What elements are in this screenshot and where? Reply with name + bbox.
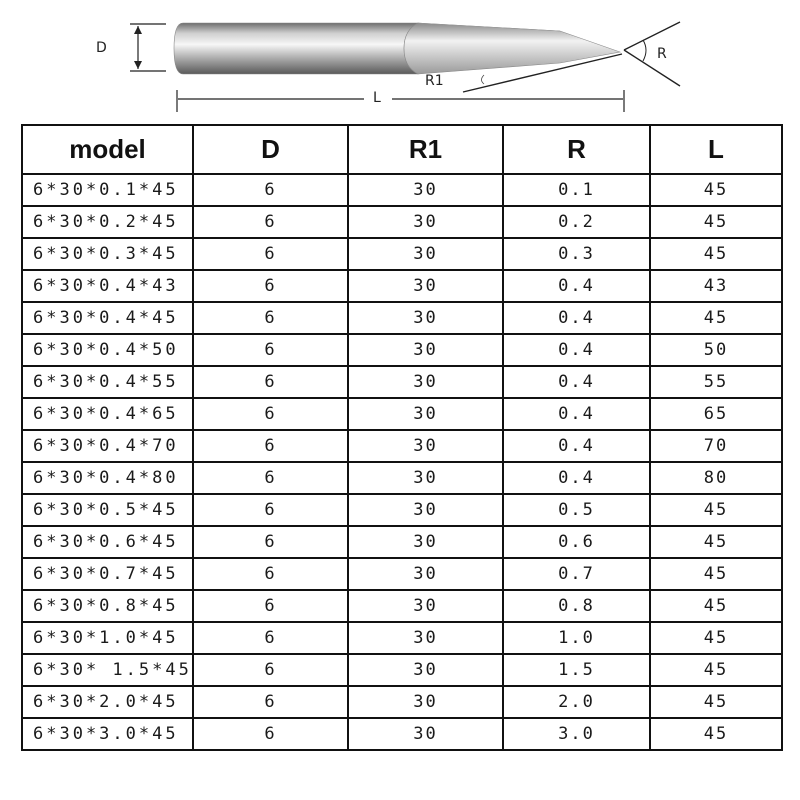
header-r: R (503, 125, 650, 174)
cell-d: 6 (193, 590, 348, 622)
cell-model: 6*30*0.4*55 (22, 366, 193, 398)
cell-r: 0.8 (503, 590, 650, 622)
tool-shank (174, 23, 418, 74)
dimension-l-line (177, 90, 624, 112)
cell-r: 0.4 (503, 334, 650, 366)
cell-model: 6*30*0.4*45 (22, 302, 193, 334)
table-row (22, 174, 782, 206)
dimension-d-bracket (130, 24, 166, 71)
label-d: D (96, 40, 107, 56)
cell-d: 6 (193, 526, 348, 558)
table-row (22, 206, 782, 238)
table-header-row (22, 125, 782, 174)
cell-r1: 30 (348, 334, 503, 366)
cell-d: 6 (193, 718, 348, 750)
cell-l: 70 (650, 430, 782, 462)
cell-r: 0.6 (503, 526, 650, 558)
cell-r: 0.1 (503, 174, 650, 206)
cell-model: 6*30* 1.5*45 (22, 654, 193, 686)
cell-r: 2.0 (503, 686, 650, 718)
cell-d: 6 (193, 558, 348, 590)
cell-d: 6 (193, 302, 348, 334)
cell-r1: 30 (348, 590, 503, 622)
cell-model: 6*30*0.1*45 (22, 174, 193, 206)
table-row (22, 462, 782, 494)
cell-r1: 30 (348, 686, 503, 718)
table-row (22, 430, 782, 462)
cell-d: 6 (193, 238, 348, 270)
cell-model: 6*30*0.5*45 (22, 494, 193, 526)
tool-diagram (0, 0, 800, 120)
table-row (22, 398, 782, 430)
table-row (22, 526, 782, 558)
table-row (22, 590, 782, 622)
cell-l: 45 (650, 302, 782, 334)
header-d: D (193, 125, 348, 174)
table-row (22, 238, 782, 270)
table-row (22, 270, 782, 302)
header-r1: R1 (348, 125, 503, 174)
table-row (22, 494, 782, 526)
cell-r1: 30 (348, 718, 503, 750)
cell-l: 65 (650, 398, 782, 430)
cell-model: 6*30*0.7*45 (22, 558, 193, 590)
cell-l: 45 (650, 590, 782, 622)
spec-table (21, 124, 783, 751)
cell-r1: 30 (348, 526, 503, 558)
table-row (22, 654, 782, 686)
cell-l: 45 (650, 654, 782, 686)
cell-r1: 30 (348, 366, 503, 398)
table-row (22, 366, 782, 398)
cell-l: 80 (650, 462, 782, 494)
cell-r: 1.5 (503, 654, 650, 686)
cell-l: 45 (650, 558, 782, 590)
cell-d: 6 (193, 206, 348, 238)
cell-model: 6*30*0.4*65 (22, 398, 193, 430)
cell-d: 6 (193, 398, 348, 430)
cell-model: 6*30*1.0*45 (22, 622, 193, 654)
cell-r1: 30 (348, 430, 503, 462)
cell-model: 6*30*2.0*45 (22, 686, 193, 718)
cell-r: 1.0 (503, 622, 650, 654)
cell-d: 6 (193, 174, 348, 206)
cell-l: 45 (650, 526, 782, 558)
cell-model: 6*30*0.4*70 (22, 430, 193, 462)
cell-model: 6*30*0.3*45 (22, 238, 193, 270)
cell-r1: 30 (348, 398, 503, 430)
cell-r: 0.4 (503, 270, 650, 302)
cell-r1: 30 (348, 558, 503, 590)
cell-r: 0.3 (503, 238, 650, 270)
cell-l: 45 (650, 622, 782, 654)
cell-r: 0.5 (503, 494, 650, 526)
cell-r: 0.2 (503, 206, 650, 238)
cell-model: 6*30*0.4*43 (22, 270, 193, 302)
cell-l: 55 (650, 366, 782, 398)
cell-d: 6 (193, 366, 348, 398)
cell-model: 6*30*0.8*45 (22, 590, 193, 622)
table-row (22, 718, 782, 750)
header-model: model (22, 125, 193, 174)
cell-model: 6*30*0.4*80 (22, 462, 193, 494)
table-row (22, 334, 782, 366)
table-row (22, 622, 782, 654)
cell-model: 6*30*3.0*45 (22, 718, 193, 750)
engraving-bit-drawing (0, 0, 800, 120)
table-row (22, 558, 782, 590)
cell-d: 6 (193, 622, 348, 654)
cell-r1: 30 (348, 206, 503, 238)
cell-l: 45 (650, 494, 782, 526)
cell-l: 45 (650, 718, 782, 750)
cell-l: 45 (650, 686, 782, 718)
cell-r1: 30 (348, 302, 503, 334)
cell-r: 0.4 (503, 462, 650, 494)
label-r1: R1 (425, 73, 444, 89)
cell-d: 6 (193, 334, 348, 366)
header-l: L (650, 125, 782, 174)
cell-d: 6 (193, 686, 348, 718)
cell-model: 6*30*0.2*45 (22, 206, 193, 238)
tool-tip (404, 23, 620, 74)
cell-r1: 30 (348, 462, 503, 494)
label-l: L (373, 90, 381, 106)
cell-d: 6 (193, 270, 348, 302)
cell-d: 6 (193, 494, 348, 526)
cell-r: 0.4 (503, 302, 650, 334)
cell-l: 45 (650, 206, 782, 238)
cell-model: 6*30*0.4*50 (22, 334, 193, 366)
table-row (22, 686, 782, 718)
cell-r: 3.0 (503, 718, 650, 750)
table-row (22, 302, 782, 334)
label-r: R (657, 46, 667, 62)
cell-r1: 30 (348, 654, 503, 686)
cell-d: 6 (193, 430, 348, 462)
cell-d: 6 (193, 654, 348, 686)
cell-r1: 30 (348, 622, 503, 654)
cell-l: 50 (650, 334, 782, 366)
cell-r1: 30 (348, 238, 503, 270)
cell-model: 6*30*0.6*45 (22, 526, 193, 558)
cell-r1: 30 (348, 174, 503, 206)
cell-l: 43 (650, 270, 782, 302)
cell-d: 6 (193, 462, 348, 494)
cell-r: 0.4 (503, 398, 650, 430)
cell-l: 45 (650, 174, 782, 206)
cell-r: 0.4 (503, 430, 650, 462)
angle-r-lines (624, 22, 680, 86)
cell-r: 0.4 (503, 366, 650, 398)
cell-r1: 30 (348, 270, 503, 302)
cell-r1: 30 (348, 494, 503, 526)
cell-l: 45 (650, 238, 782, 270)
cell-r: 0.7 (503, 558, 650, 590)
